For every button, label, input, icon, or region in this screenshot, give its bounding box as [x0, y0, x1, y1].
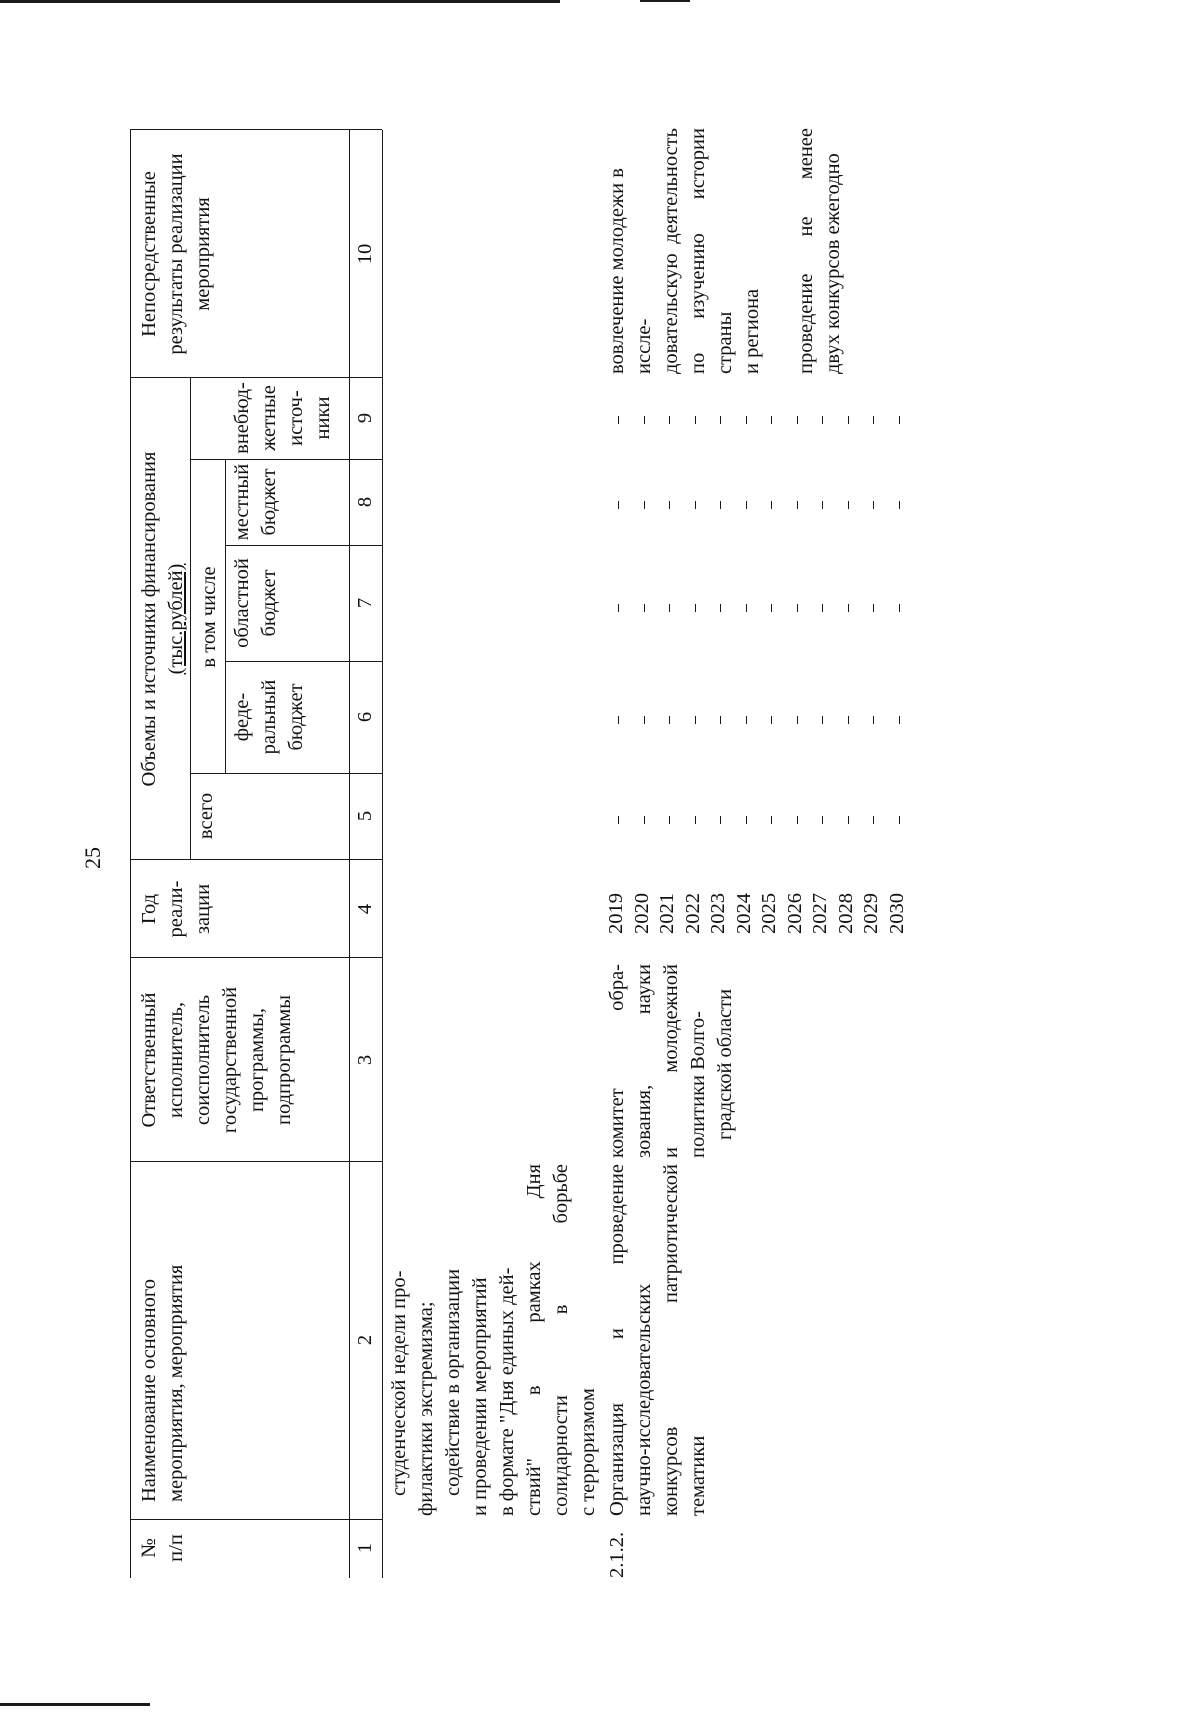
header-extra-line: источ- — [285, 390, 307, 446]
column-number: 10 — [354, 243, 376, 265]
funding-dash — [644, 501, 645, 509]
funding-dash — [746, 604, 747, 612]
funding-dash — [644, 416, 645, 424]
row-results-line: довательскую деятельность — [660, 128, 682, 374]
header-year-line: реали- — [165, 880, 187, 938]
funding-dash — [848, 604, 849, 612]
continued-name-line: содействие в организации — [442, 1268, 464, 1496]
header-executor-line: исполнитель, — [165, 1002, 187, 1118]
funding-dash — [899, 501, 900, 509]
funding-dash — [618, 816, 619, 824]
header-local-line: бюджет — [258, 468, 280, 536]
funding-dash — [618, 501, 619, 509]
column-number: 7 — [354, 597, 376, 609]
header-results — [136, 134, 217, 374]
header-extra-line: ники — [312, 396, 334, 440]
row-executor-line: зования, науки — [633, 964, 655, 1158]
funding-dash — [797, 501, 798, 509]
column-divider — [130, 1519, 382, 1520]
funding-dash — [822, 604, 823, 612]
header-executor-line: программы, — [246, 1007, 268, 1113]
funding-dash — [848, 716, 849, 724]
including-rule — [225, 460, 226, 774]
column-divider — [225, 545, 382, 546]
funding-dash — [695, 716, 696, 724]
funding-dash — [695, 501, 696, 509]
continued-name-line: солидарности в борьбе — [550, 1164, 572, 1516]
header-num-line: № — [138, 1538, 160, 1558]
column-number: 1 — [354, 1542, 376, 1554]
funding-dash — [746, 816, 747, 824]
column-divider — [130, 1161, 382, 1162]
funding-dash — [618, 604, 619, 612]
column-number: 5 — [354, 810, 376, 822]
funding-dash — [746, 716, 747, 724]
header-federal-line: бюджет — [285, 683, 307, 751]
header-federal-line: феде- — [231, 692, 253, 742]
row-executor-line: комитет обра- — [606, 964, 628, 1158]
funding-dash — [720, 416, 721, 424]
year-value: 2028 — [834, 893, 857, 934]
year-value: 2024 — [732, 893, 755, 934]
funding-dash — [899, 416, 900, 424]
year-value: 2021 — [656, 893, 678, 934]
header-results-line: Непосредственные — [138, 171, 160, 337]
funding-dash — [873, 604, 874, 612]
header-regional-line: бюджет — [258, 569, 280, 637]
funding-dash — [771, 501, 772, 509]
funding-dash — [797, 416, 798, 424]
funding-dash — [899, 716, 900, 724]
row-name-line: конкурсов патриотической — [660, 1164, 682, 1516]
year-value: 2023 — [707, 893, 729, 934]
continued-name-line: студенческой недели про- — [388, 1270, 410, 1496]
funding-dash — [669, 816, 670, 824]
header-executor-line: подпрограммы — [273, 995, 295, 1126]
column-divider — [130, 859, 382, 860]
column-divider — [225, 661, 382, 662]
row-results-cell — [604, 128, 847, 374]
continued-name-line: в формате "Дня единых дей- — [496, 1267, 518, 1516]
funding-dash — [720, 816, 721, 824]
funding-dash — [822, 416, 823, 424]
row-results-line: по изучению истории страны — [687, 128, 736, 374]
header-including: в том числе — [198, 566, 220, 668]
column-number: 6 — [354, 711, 376, 723]
column-number: 9 — [354, 412, 376, 424]
funding-dash — [695, 816, 696, 824]
year-value: 2025 — [758, 893, 780, 934]
funding-dash — [771, 716, 772, 724]
funding-dash — [822, 716, 823, 724]
year-value: 2030 — [885, 893, 908, 934]
header-year — [136, 864, 217, 954]
funding-dash — [720, 501, 721, 509]
header-executor — [136, 962, 298, 1158]
continued-name-line: ствий" в рамках Дня — [523, 1164, 545, 1516]
row-name-line: тематики — [687, 1435, 709, 1516]
year-value: 2027 — [809, 893, 831, 934]
funding-dash — [873, 416, 874, 424]
funding-dash — [618, 416, 619, 424]
row-executor-line: политики Волго- — [687, 1011, 709, 1158]
funding-dash — [848, 501, 849, 509]
header-year-line: зации — [192, 883, 214, 935]
funding-dash — [695, 604, 696, 612]
continued-name-cell — [386, 1164, 602, 1516]
year-value: 2029 — [860, 893, 882, 934]
funding-dash — [669, 716, 670, 724]
year-value: 2019 — [605, 893, 627, 934]
column-number: 2 — [354, 1334, 376, 1346]
funding-dash — [771, 816, 772, 824]
row-results-line: вовлечение молодежи в иссле- — [606, 168, 655, 374]
continued-name-line: филактики экстремизма; — [415, 1301, 437, 1516]
continued-name-line: и проведении мероприятий — [469, 1277, 491, 1516]
funding-dash — [873, 816, 874, 824]
header-executor-line: соисполнитель — [192, 994, 214, 1126]
column-number: 3 — [354, 1054, 376, 1066]
header-local — [229, 462, 283, 542]
funding-dash — [669, 604, 670, 612]
column-divider — [130, 129, 382, 130]
header-regional-line: областной — [231, 558, 253, 648]
header-local-line: местный — [231, 463, 253, 541]
funding-header-rule — [190, 378, 191, 860]
header-name-line: мероприятия, мероприятия — [165, 1264, 187, 1502]
header-executor-line: государственной — [219, 986, 241, 1134]
funding-dash — [873, 501, 874, 509]
header-total: всего — [195, 792, 217, 840]
year-value: 2020 — [630, 893, 653, 934]
funding-dash — [899, 604, 900, 612]
funding-dash — [771, 604, 772, 612]
header-extra — [229, 380, 337, 456]
continued-name-line: с терроризмом — [577, 1388, 599, 1516]
funding-dash — [848, 816, 849, 824]
header-results-line: мероприятия — [192, 197, 214, 311]
header-funding-line: (тыс.рублей) — [165, 563, 187, 675]
funding-dash — [771, 416, 772, 424]
header-extra-line: жетные — [258, 385, 280, 451]
funding-dash — [644, 716, 645, 724]
row-name-line: Организация и проведение — [606, 1164, 628, 1516]
funding-dash — [618, 716, 619, 724]
row-name-cell — [604, 1164, 712, 1516]
column-divider — [130, 957, 382, 958]
funding-dash — [720, 716, 721, 724]
header-name — [136, 1172, 190, 1502]
page-number: 25 — [80, 847, 105, 869]
funding-dash — [695, 416, 696, 424]
year-value: 2026 — [783, 893, 806, 934]
header-num-line: п/п — [165, 1534, 187, 1562]
funding-dash — [822, 501, 823, 509]
column-number: 4 — [354, 903, 376, 915]
row-executor-line: и молодежной — [660, 964, 682, 1158]
header-name-line: Наименование основного — [138, 1279, 160, 1502]
funding-dash — [669, 501, 670, 509]
funding-dash — [720, 604, 721, 612]
year-value: 2022 — [681, 893, 704, 934]
funding-dash — [899, 816, 900, 824]
column-number: 8 — [354, 496, 376, 508]
column-numbers-bottom-border — [382, 130, 383, 1578]
header-extra-line: внебюд- — [231, 382, 253, 454]
column-divider — [190, 459, 382, 460]
row-years-cell — [604, 864, 910, 934]
header-funding-line: Объемы и источники финансирования — [138, 451, 160, 787]
column-numbers-top-border — [349, 130, 350, 1578]
header-num — [136, 1522, 190, 1574]
row-executor-line: градской области — [714, 988, 736, 1140]
row-executor-cell — [604, 964, 739, 1158]
row-results-line: и региона — [741, 288, 763, 374]
row-number: 2.1.2. — [606, 1531, 628, 1578]
row-results-line: проведение не менее — [795, 128, 817, 374]
funding-dash — [746, 416, 747, 424]
funding-dash — [797, 604, 798, 612]
header-executor-line: Ответственный — [138, 992, 160, 1128]
funding-dash — [797, 816, 798, 824]
funding-dash — [746, 501, 747, 509]
header-federal-line: ральный — [258, 679, 280, 755]
header-federal — [229, 664, 310, 770]
header-year-line: Год — [138, 893, 160, 925]
header-regional — [229, 548, 283, 658]
table-top-border — [130, 130, 131, 1578]
funding-dash — [822, 816, 823, 824]
funding-dash — [644, 604, 645, 612]
funding-dash — [848, 416, 849, 424]
row-name-line: научно-исследовательских — [633, 1283, 655, 1516]
column-divider — [130, 377, 382, 378]
row-results-line: двух конкурсов ежегодно — [822, 153, 844, 374]
funding-dash — [669, 416, 670, 424]
funding-dash — [873, 716, 874, 724]
header-funding — [136, 382, 190, 856]
column-divider — [190, 773, 382, 774]
funding-dash — [644, 816, 645, 824]
funding-dash — [797, 716, 798, 724]
header-results-line: результаты реализации — [165, 153, 187, 355]
